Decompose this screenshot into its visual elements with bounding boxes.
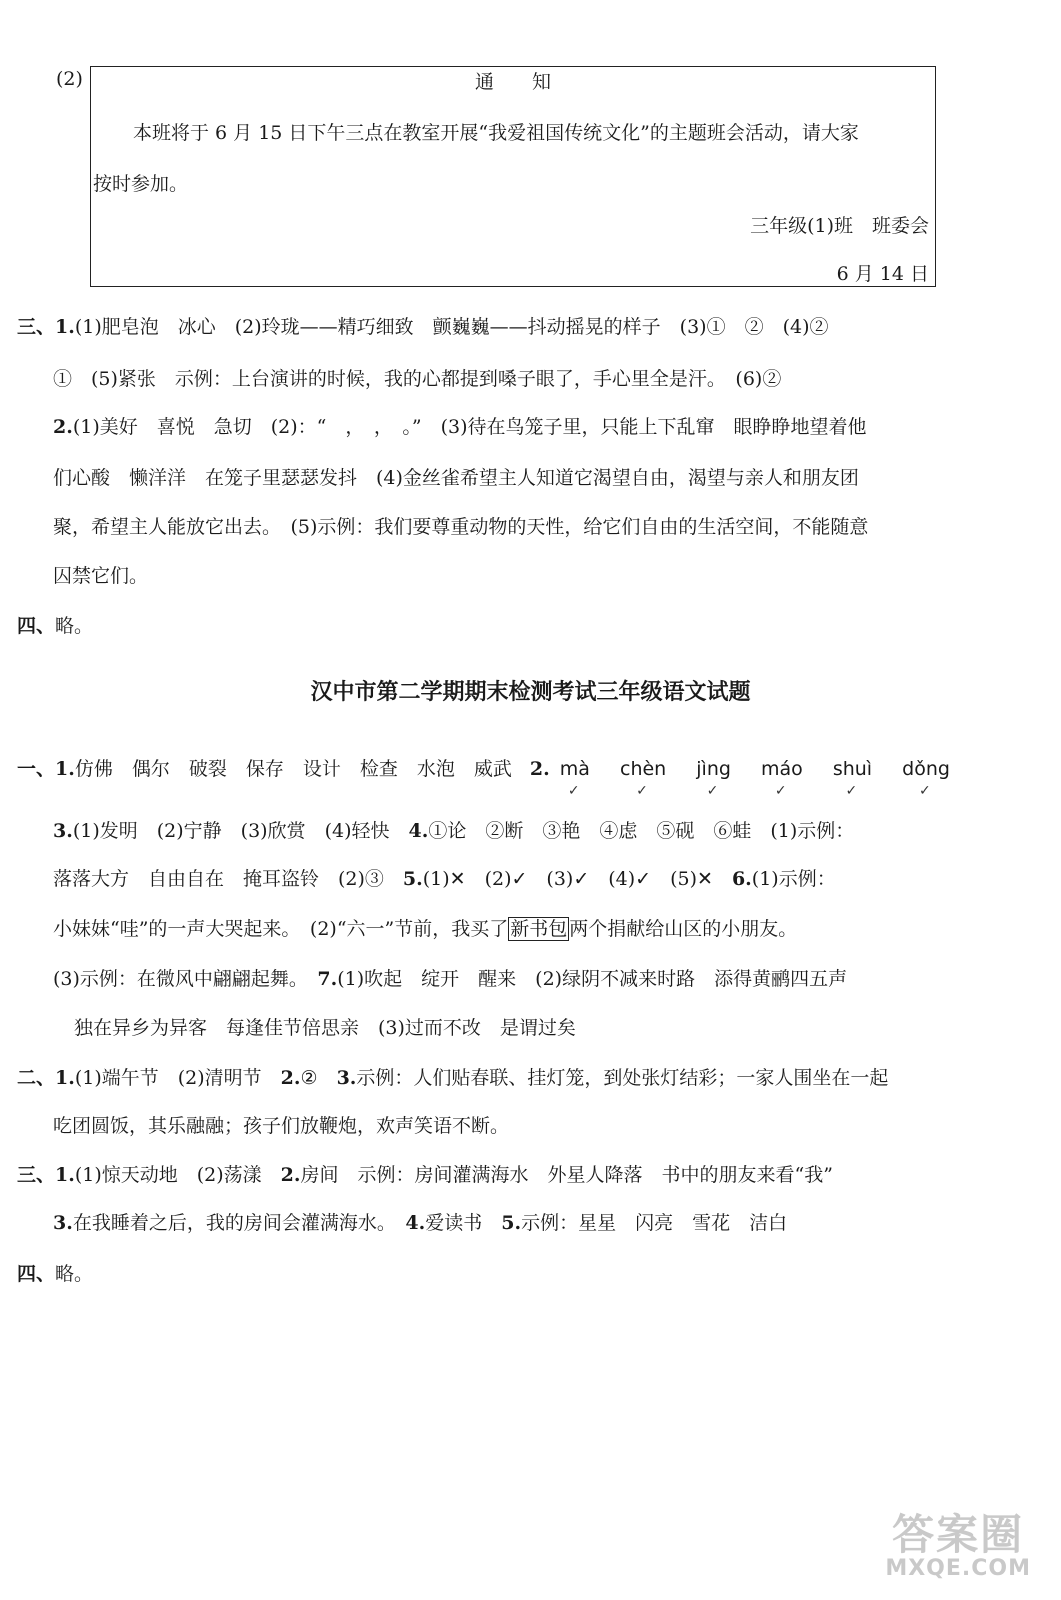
section-label: 一、1.	[17, 758, 75, 780]
watermark-title: 答案圈	[892, 1510, 1025, 1559]
question-number: 6.	[731, 868, 752, 890]
question-number: 2.	[53, 416, 73, 438]
answer-text: (1)肥皂泡 冰心 (2)玲珑——精巧细致 颤巍巍——抖动摇晃的样子 (3)① ② (4)②	[74, 316, 829, 338]
answer-text: 示例：人们贴春联、挂灯笼，到处张灯结彩；一家人围坐在一起	[356, 1067, 889, 1089]
answer-3-1-line-1	[17, 314, 829, 340]
answer-1-line-4	[53, 916, 797, 942]
pinyin-item	[696, 756, 731, 799]
check-icon: ✓	[636, 783, 648, 799]
question-number: 5.	[402, 868, 423, 890]
answer-1-line-1	[17, 756, 950, 799]
notice-body-line-1: 本班将于 6 月 15 日下午三点在教室开展“我爱祖国传统文化”的主题班会活动，请大家	[133, 122, 859, 144]
answer-text: (1)发明 (2)宁静 (3)欣赏 (4)轻快	[72, 820, 409, 842]
answer-text: (1)端午节 (2)清明节	[74, 1067, 281, 1089]
pinyin-text: chèn	[620, 758, 667, 780]
answer-text: (3)示例：在微风中翩翩起舞。	[53, 968, 318, 990]
answer-text: (1)美好 喜悦 急切 (2)：“ ， ， 。” (3)待在鸟笼子里，只能上下乱窜 眼睁睁地望着他	[72, 416, 867, 438]
question-number: 2.	[529, 758, 550, 780]
check-icon: ✓	[774, 783, 787, 799]
section-label: 四、	[17, 1263, 56, 1285]
section-label: 三、1.	[17, 1164, 75, 1186]
pinyin-text: jìng	[696, 758, 731, 780]
watermark-logo	[885, 1510, 1031, 1581]
question-number: 2.	[280, 1067, 301, 1089]
answer-text: 房间 示例：房间灌满海水 外星人降落 书中的朋友来看“我”	[300, 1164, 833, 1186]
answer-text: 仿佛 偶尔 破裂 保存 设计 检查 水泡 威武	[74, 758, 512, 780]
answer-4-2	[17, 1261, 93, 1287]
answer-3-2-line-2: 们心酸 懒洋洋 在笼子里瑟瑟发抖 (4)金丝雀希望主人知道它渴望自由，渴望与亲人和朋友团	[53, 467, 859, 489]
question-number: 4.	[405, 1212, 426, 1234]
answer-4	[17, 613, 93, 639]
question-number: 2.	[280, 1164, 301, 1186]
answer-3-2-line-3: 聚，希望主人能放它出去。 (5)示例：我们要尊重动物的天性，给它们自由的生活空间，不能随意	[53, 516, 869, 538]
question-number: 5.	[501, 1212, 522, 1234]
answer-text: 略。	[55, 615, 94, 637]
answer-text: 两个捐献给山区的小朋友。	[569, 918, 798, 940]
answer-text: (1)惊天动地 (2)荡漾	[74, 1164, 281, 1186]
notice-body-line-2: 按时参加。	[93, 173, 189, 195]
answer-1-line-5	[53, 966, 847, 992]
answer-text: ①论 ②断 ③艳 ④虑 ⑤砚 ⑥蛙 (1)示例：	[428, 820, 855, 842]
pinyin-item	[761, 756, 803, 799]
section-label: 四、	[17, 615, 56, 637]
question-number: 7.	[317, 968, 338, 990]
answer-1-line-6: 独在异乡为异客 每逢佳节倍思亲 (3)过而不改 是谓过矣	[74, 1017, 576, 1039]
notice-title: 通 知	[474, 71, 551, 93]
answer-3-line-2	[53, 1210, 787, 1236]
question-number: 3.	[53, 820, 73, 842]
section-label: 二、1.	[17, 1067, 75, 1089]
question-number: 4.	[408, 820, 429, 842]
watermark-url: MXQE.COM	[885, 1556, 1031, 1581]
notice-date: 6 月 14 日	[836, 263, 929, 285]
notice-number: (2)	[56, 68, 83, 90]
pinyin-text: máo	[761, 758, 803, 780]
answer-text: (1)吹起 绽开 醒来 (2)绿阴不减来时路 添得黄鹂四五声	[337, 968, 848, 990]
answer-text: 爱读书	[425, 1212, 502, 1234]
answer-3-1-line-2: ① (5)紧张 示例：上台演讲的时候，我的心都提到嗓子眼了，手心里全是汗。 (6)②	[53, 368, 782, 390]
pinyin-text: mà	[559, 758, 590, 780]
boxed-phrase: 新书包	[510, 918, 568, 940]
answer-2-line-1	[17, 1065, 888, 1091]
answer-text: (1)✕ (2)✓ (3)✓ (4)✓ (5)✕	[422, 868, 732, 890]
question-number: 3.	[336, 1067, 357, 1089]
answer-text: (1)示例：	[751, 868, 836, 890]
answer-1-line-2	[53, 818, 854, 844]
answer-2-line-2: 吃团圆饭，其乐融融；孩子们放鞭炮，欢声笑语不断。	[53, 1115, 510, 1137]
answer-3-2-line-4: 囚禁它们。	[53, 565, 149, 587]
pinyin-item	[832, 756, 873, 799]
answer-3-line-1	[17, 1162, 833, 1188]
answer-text: 示例：星星 闪亮 雪花 洁白	[521, 1212, 788, 1234]
check-icon: ✓	[567, 783, 580, 799]
pinyin-text: shuì	[832, 758, 873, 780]
answer-3-2-line-1	[53, 414, 867, 440]
answer-text: 在我睡着之后，我的房间会灌满海水。	[72, 1212, 406, 1234]
answer-text: 小妹妹“哇”的一声大哭起来。 (2)“六一”节前，我买了	[53, 918, 509, 940]
check-icon: ✓	[919, 783, 931, 799]
answer-text: 落落大方 自由自在 掩耳盗铃 (2)③	[53, 868, 403, 890]
pinyin-text: dǒng	[902, 758, 950, 780]
pinyin-item	[902, 756, 950, 799]
check-icon: ✓	[706, 783, 719, 799]
question-number: 3.	[53, 1212, 73, 1234]
answer-text: 略。	[55, 1263, 94, 1285]
answer-text: ②	[300, 1067, 337, 1089]
answer-1-line-3	[53, 866, 836, 892]
pinyin-item	[620, 756, 667, 799]
pinyin-item	[559, 756, 590, 799]
exam-title: 汉中市第二学期期末检测考试三年级语文试题	[310, 680, 751, 705]
notice-signature: 三年级(1)班 班委会	[750, 215, 929, 237]
notice-box	[90, 66, 936, 287]
section-label: 三、1.	[17, 316, 75, 338]
check-icon: ✓	[845, 783, 858, 799]
